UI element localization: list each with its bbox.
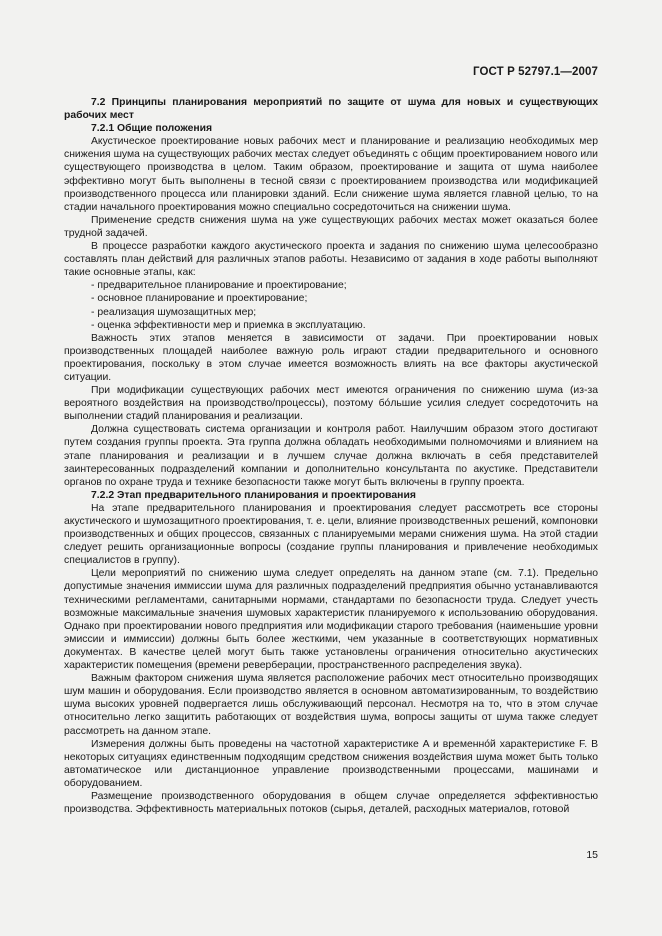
- paragraph: Важным фактором снижения шума является расположение рабочих мест относительно производящих шум машин и оборудования. Если производство является в основном автоматизированным, то воздействию шума высоких уровней подвергается лишь обслуживающий персонал. Несмотря на то, что в этом случае относительно легко защитить работающих от воздействия шума, вопросы защиты от шума также следует рассмотреть на данном этапе.: [64, 673, 598, 737]
- paragraph: Акустическое проектирование новых рабочих мест и планирование и реализацию необходимых мер снижения шума на существующих рабочих местах следует объединять с общим проектированием нового или существующего производства в целом. Таким образом, проектирование и защита от шума наиболее эффективно могут быть выполнены в тесной связи с проектированием производства или модификацией производственного процесса или планировки зданий. Если снижение шума является главной целью, то на стадии начального проектирования можно специально сосредоточиться на снижении шума.: [64, 136, 598, 213]
- list-item: - предварительное планирование и проектирование;: [91, 280, 347, 292]
- paragraph: Важность этих этапов меняется в зависимости от задачи. При проектировании новых производственных площадей наиболее важную роль играют стадии предварительного и основного проектирования, поскольку в этом случае имеется возможность влиять на все факторы акустической ситуации.: [64, 332, 598, 383]
- page-number: 15: [586, 849, 598, 861]
- subsection-heading-7-2-1: 7.2.1 Общие положения: [91, 123, 213, 135]
- paragraph: Цели мероприятий по снижению шума следует определять на данном этапе (см. 7.1). Предельно допустимые значения иммиссии шума для различных подразделений предприятия обычно устанавливаются техническими регламентами, санитарными нормами, стандартами по безопасности труда. Следует учесть возможные максимальные значения шумовых характеристик планируемого к использованию оборудования. Однако при проектировании нового предприятия или модификации старого требования (наименьшие уровни эмиссии и иммиссии) должны быть более жесткими, чем указанные в соответствующих нормативных документах. В качестве целей могут быть также установлены ограничения относительно акустических характеристик помещения (времени реверберации, пространственного распределения звука).: [64, 568, 598, 672]
- paragraph: На этапе предварительного планирования и проектирования следует рассмотреть все стороны акустического и шумозащитного проектирования, т. е. цели, влияние производственных решений, компоновки производственных и общих процессов, связанных с планируемыми мерами снижения шума. На этой стадии следует решить организационные вопросы (создание группы планирования и привлечение необходимых специалистов в группу).: [64, 502, 598, 567]
- paragraph: Применение средств снижения шума на уже существующих рабочих местах может оказаться более трудной задачей.: [64, 214, 598, 239]
- paragraph: Измерения должны быть проведены на частотной характеристике A и временно́й характеристике F. В некоторых ситуациях единственным подходящим средством снижения воздействия шума может быть только автоматическое или дистанционное управление производственными процессами, машинами и оборудованием.: [64, 738, 598, 789]
- paragraph: Должна существовать система организации и контроля работ. Наилучшим образом этого достигают путем создания группы проекта. Эта группа должна обладать необходимыми полномочиями и влиянием на этапе планирования и реализации и в лучшем случае должна включать в себя представителей заинтересованных подразделений компании и дополнительно консультанта по акустике. Представители органов по охране труда и технике безопасности также могут быть включены в группу проекта.: [64, 424, 598, 488]
- paragraph: В процессе разработки каждого акустического проекта и задания по снижению шума целесообразно составлять план действий для различных этапов работы. Независимо от задания в ходе работы выполняют такие основные этапы, как:: [64, 241, 598, 279]
- list-item: - основное планирование и проектирование;: [91, 293, 308, 305]
- paragraph: При модификации существующих рабочих мест имеются ограничения по снижению шума (из-за вероятного воздействия на производство/процессы), поэтому бо́льшие усилия следует сосредоточить на выполнении стадий планирования и реализации.: [64, 385, 598, 423]
- page-body: [64, 96, 598, 816]
- subsection-heading-7-2-2: 7.2.2 Этап предварительного планирования и проектирования: [91, 489, 416, 501]
- document-id: ГОСТ Р 52797.1—2007: [473, 66, 598, 78]
- section-heading-7-2: 7.2 Принципы планирования мероприятий по защите от шума для новых и существующих рабочих мест: [64, 97, 598, 122]
- list-item: - оценка эффективности мер и приемка в эксплуатацию.: [91, 319, 366, 331]
- paragraph: Размещение производственного оборудования в общем случае определяется эффективностью производства. Эффективность материальных потоков (сырья, деталей, расходных материалов, готовой: [64, 790, 598, 816]
- list-item: - реализация шумозащитных мер;: [91, 306, 257, 318]
